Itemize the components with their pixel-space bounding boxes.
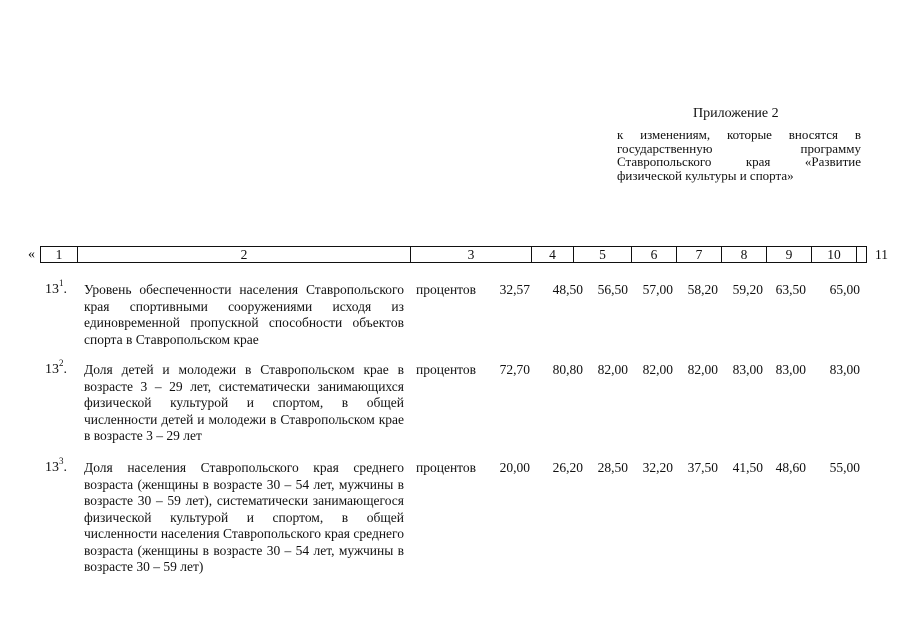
table-header-row [40, 246, 888, 263]
row-value-col10: 48,60 [775, 460, 806, 475]
row-value-col4: 20,00 [499, 460, 530, 475]
row-value-col7: 82,00 [642, 362, 673, 377]
header-cell-10: 10 [811, 247, 856, 262]
row-value-col8: 37,50 [687, 460, 718, 475]
row-number-main: 13 [45, 282, 59, 297]
row-unit: процентов [416, 460, 477, 475]
header-cell-5: 5 [573, 247, 631, 262]
row-value-col11: 65,00 [829, 282, 860, 297]
row-description: Уровень обеспеченности населения Ставропольского края спортивными сооружениями исходя из единовременной пропускной способности объектов спорта в Ставропольском крае [84, 282, 404, 347]
row-value-col9: 59,20 [732, 282, 763, 297]
row-value-col11: 55,00 [829, 460, 860, 475]
header-cell-3: 3 [410, 247, 531, 262]
header-cell-1: 1 [55, 247, 63, 262]
header-cell-11: 11 [856, 247, 898, 262]
header-cell-7: 7 [676, 247, 721, 262]
row-value-col5: 26,20 [552, 460, 583, 475]
row-value-col9: 83,00 [732, 362, 763, 377]
header-cell-9: 9 [766, 247, 811, 262]
row-value-col4: 72,70 [499, 362, 530, 377]
row-value-col8: 82,00 [687, 362, 718, 377]
row-number-superscript: 1 [59, 278, 64, 289]
row-value-col4: 32,57 [499, 282, 530, 297]
row-value-col7: 32,20 [642, 460, 673, 475]
header-cell-6: 6 [631, 247, 676, 262]
row-value-col6: 56,50 [597, 282, 628, 297]
row-description: Доля детей и молодежи в Ставропольском крае в возрасте 3 – 29 лет, систематически занимающихся физической культурой и спортом, в общей численности детей и молодежи в Ставропольском крае в возрасте 3 – 29 лет [84, 362, 404, 443]
row-description: Доля населения Ставропольского края среднего возраста (женщины в возрасте 30 – 54 лет, мужчины в возрасте 30 – 59 лет), систематически занимающегося физической культурой и спортом, в общей численности населения Ставропольского края среднего возраста (женщины в возрасте 30 – 54 лет, мужчины в возрасте 30 – 59 лет) [84, 460, 404, 574]
row-value-col9: 41,50 [732, 460, 763, 475]
row-number: $13^2$. [45, 358, 67, 377]
appendix-text: к изменениям, которые вносятся в государственную программу Ставропольского края «Развитие физической культуры и спорта» [617, 127, 861, 183]
row-unit: процентов [416, 362, 477, 377]
row-value-col5: 48,50 [552, 282, 583, 297]
row-value-col7: 57,00 [642, 282, 673, 297]
row-value-col6: 82,00 [597, 362, 628, 377]
appendix-title: Приложение 2 [693, 106, 779, 121]
row-value-col10: 83,00 [775, 362, 806, 377]
row-number: $13^3$. [45, 456, 67, 475]
row-unit: процентов [416, 282, 477, 297]
row-number-main: 13 [45, 460, 59, 475]
row-value-col11: 83,00 [829, 362, 860, 377]
header-cell-4: 4 [531, 247, 573, 262]
header-cell-2: 2 [77, 247, 410, 262]
row-number-main: 13 [45, 362, 59, 377]
row-value-col6: 28,50 [597, 460, 628, 475]
header-cell-8: 8 [721, 247, 766, 262]
row-value-col10: 63,50 [775, 282, 806, 297]
row-value-col5: 80,80 [552, 362, 583, 377]
row-number-superscript: 3 [59, 456, 64, 467]
opening-quote: « [28, 247, 35, 262]
row-number: $13^1$. [45, 278, 67, 297]
row-value-col8: 58,20 [687, 282, 718, 297]
row-number-superscript: 2 [59, 358, 64, 369]
